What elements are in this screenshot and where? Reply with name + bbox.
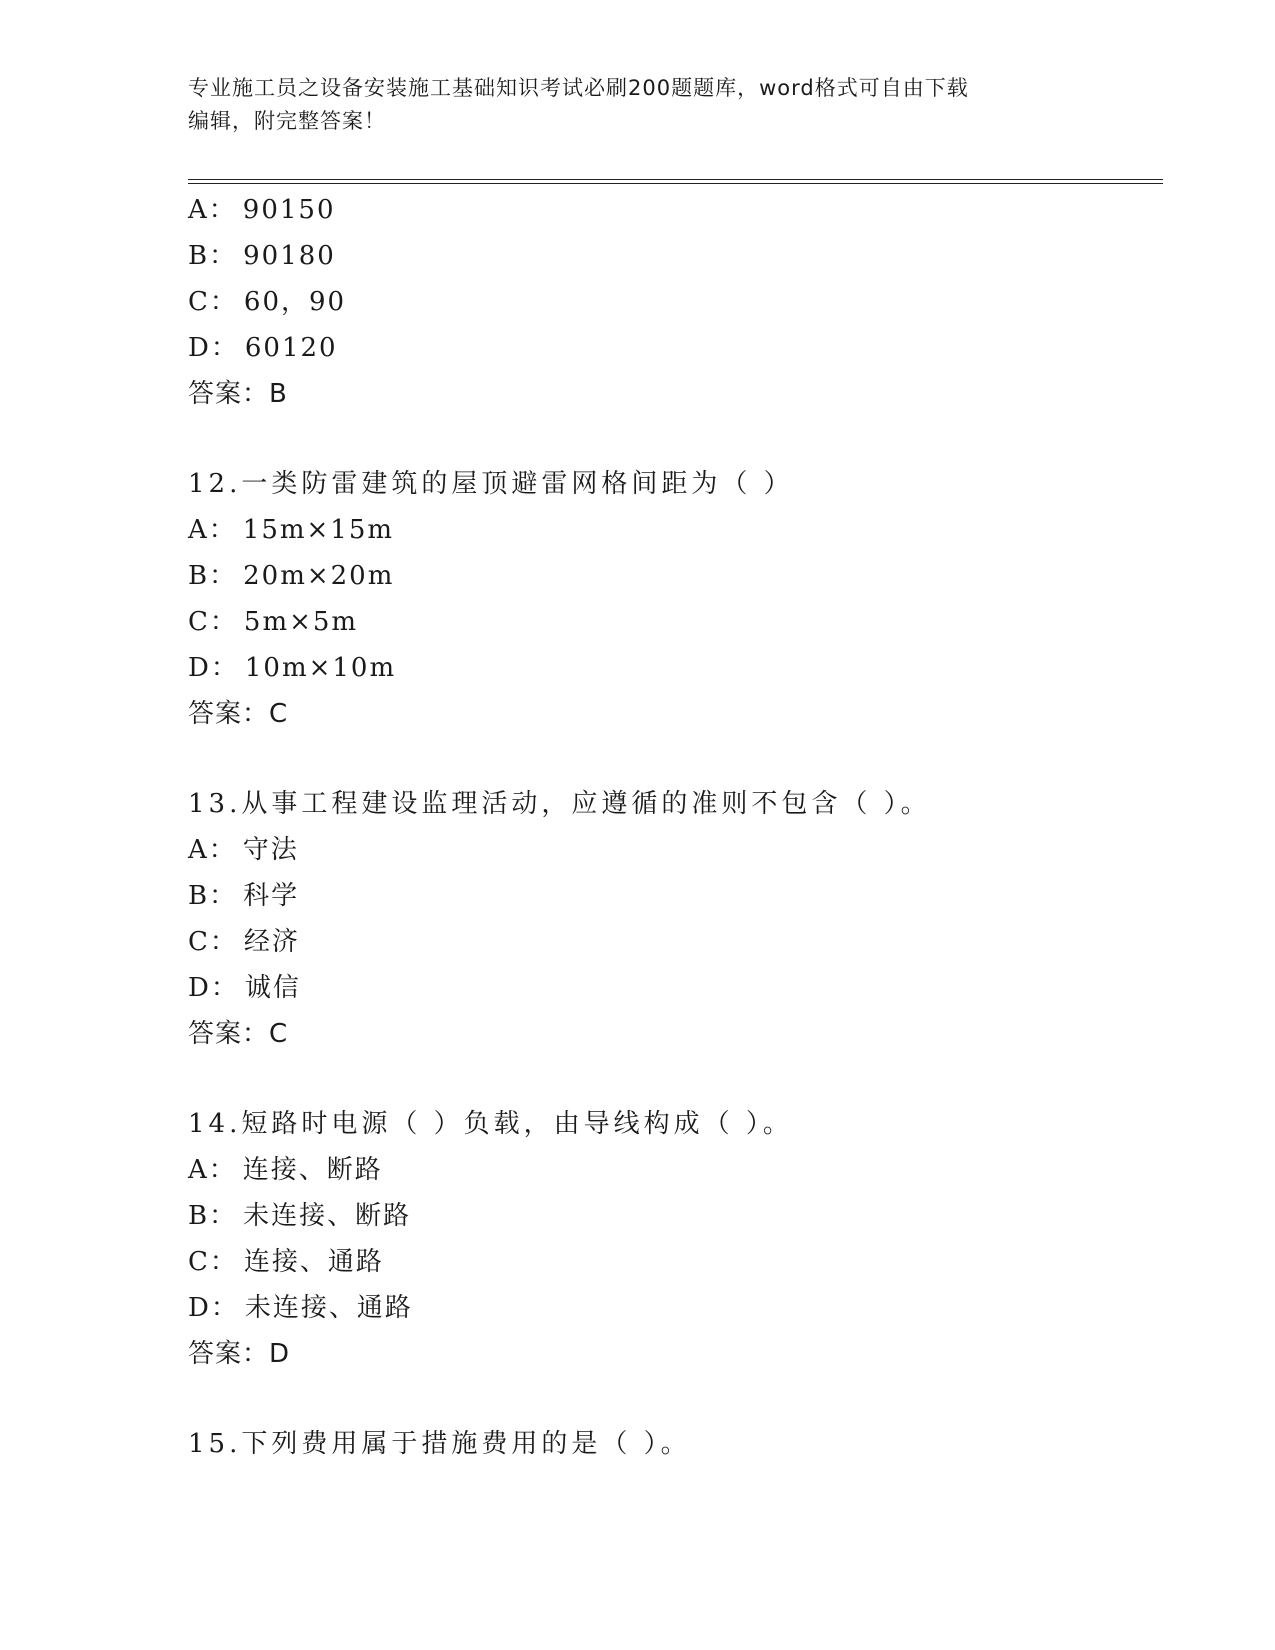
question-block-13 — [188, 781, 1148, 1057]
option-d: D： 未连接、通路 — [188, 1293, 413, 1323]
option-c: C： 连接、通路 — [188, 1247, 384, 1277]
option-c: C： 经济 — [188, 927, 300, 957]
option-d: D： 60120 — [188, 333, 338, 363]
option-d: D： 10m×10m — [188, 653, 397, 683]
option-b: B： 90180 — [188, 241, 336, 271]
question-stem: 15.下列费用属于措施费用的是（ ）。 — [188, 1429, 691, 1459]
option-a: A： 15m×15m — [188, 515, 395, 545]
header-divider-bottom — [188, 183, 1163, 184]
header-divider-top — [188, 179, 1163, 180]
option-c: C： 5m×5m — [188, 607, 359, 637]
document-header — [188, 72, 1088, 138]
option-d: D： 诚信 — [188, 973, 301, 1003]
header-line-1: 专业施工员之设备安装施工基础知识考试必刷200题题库，word格式可自由下载 — [188, 76, 969, 100]
question-list — [188, 187, 1148, 1467]
option-b: B： 科学 — [188, 881, 300, 911]
question-block-11 — [188, 187, 1148, 417]
option-b: B： 未连接、断路 — [188, 1201, 412, 1231]
question-stem: 14.短路时电源（ ）负载，由导线构成（ ）。 — [188, 1109, 793, 1139]
question-stem: 13.从事工程建设监理活动，应遵循的准则不包含（ ）。 — [188, 789, 931, 819]
option-a: A： 连接、断路 — [188, 1155, 383, 1185]
question-stem: 12.一类防雷建筑的屋顶避雷网格间距为（ ） — [188, 469, 794, 499]
question-block-12 — [188, 461, 1148, 737]
answer-line: 答案：D — [188, 1339, 291, 1369]
option-c: C： 60，90 — [188, 287, 347, 317]
question-block-14 — [188, 1101, 1148, 1377]
answer-line: 答案：C — [188, 699, 289, 729]
header-line-2: 编辑，附完整答案！ — [188, 109, 386, 133]
answer-line: 答案：B — [188, 379, 288, 409]
answer-line: 答案：C — [188, 1019, 289, 1049]
question-block-15 — [188, 1421, 1148, 1467]
option-b: B： 20m×20m — [188, 561, 395, 591]
option-a: A： 守法 — [188, 835, 299, 865]
option-a: A： 90150 — [188, 195, 336, 225]
